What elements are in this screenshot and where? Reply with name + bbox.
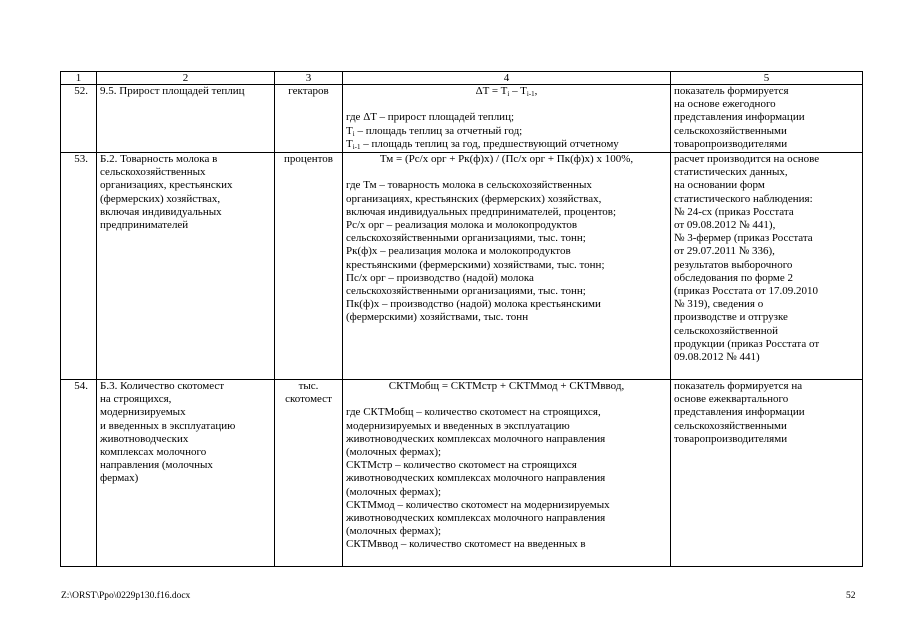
- text-line: основе ежеквартального: [674, 393, 789, 406]
- text-line: где ΔT – прирост площадей теплиц;: [346, 111, 515, 124]
- text-line: Рс/х орг – реализация молока и молокопродуктов: [346, 219, 578, 231]
- table-row: [61, 380, 863, 567]
- text-line: расчет производится на основе: [674, 153, 820, 165]
- text-line: сельскохозяйственными: [674, 419, 787, 432]
- text-line: крестьянскими (фермерскими) хозяйствами, тыс. тонн;: [346, 258, 605, 271]
- text-line: и введенных в эксплуатацию: [100, 419, 236, 432]
- text-line: обследования по форме 2: [674, 271, 794, 284]
- text-line: (молочных фермах);: [346, 485, 442, 498]
- formula-cell: [343, 153, 671, 380]
- text-line: сельскохозяйственной: [674, 324, 779, 337]
- text-line: комплексах молочного: [100, 446, 207, 459]
- unit-cell: [275, 153, 343, 380]
- text-line: № 3-фермер (приказ Росстата: [674, 232, 813, 245]
- formula-cell: [343, 380, 671, 567]
- unit: процентов: [284, 153, 333, 165]
- text-line: сельскохозяйственными: [674, 124, 787, 137]
- text-line: фермах): [100, 472, 139, 485]
- text-line: организациях, крестьянских (фермерских) хозяйствах,: [346, 192, 602, 205]
- text-line: показатель формируется на: [674, 380, 803, 392]
- text-line: сельскохозяйственных: [100, 166, 206, 179]
- text-line: (фермерских) хозяйствах,: [100, 192, 221, 205]
- text-line: (приказ Росстата от 17.09.2010: [674, 285, 818, 298]
- formula: СКТМобщ = СКТМстр + СКТМмод + СКТМввод,: [388, 380, 625, 392]
- text-line: $T_{i-1}$ – площадь теплиц за год, предшествующий отчетному: [346, 137, 619, 151]
- text-line: (фермерскими) хозяйствами, тыс. тонн: [346, 311, 529, 324]
- footer-file-path: Z:\ORST\Ppo\0229p130.f16.docx: [61, 591, 191, 601]
- text-line: животноводческих: [100, 432, 189, 445]
- text-line: 9.5. Прирост площадей теплиц: [100, 85, 245, 97]
- source-cell: [671, 380, 863, 567]
- text-line: 09.08.2012 № 441): [674, 351, 760, 364]
- text-line: Пс/х орг – производство (надой) молока: [346, 271, 534, 284]
- text-line: на основании форм: [674, 179, 765, 192]
- formula: Тм = (Рс/х орг + Рк(ф)х) / (Пс/х орг + Пк(ф)х) х 100%,: [379, 153, 634, 165]
- text-line: предпринимателей: [100, 219, 189, 232]
- text-line: статистического наблюдения:: [674, 192, 813, 205]
- text-line: от 29.07.2011 № 336),: [674, 245, 775, 258]
- text-line: СКТМмод – количество скотомест на модернизируемых: [346, 498, 610, 511]
- text-line: Пк(ф)х – производство (надой) молока крестьянскими: [346, 298, 601, 311]
- unit: тыс.: [298, 380, 319, 392]
- column-number: 5: [671, 72, 863, 85]
- indicator-name: [97, 85, 275, 153]
- text-line: производстве и отгрузке: [674, 311, 788, 324]
- text-line: № 24-сх (приказ Росстата: [674, 205, 794, 218]
- text-line: животноводческих комплексах молочного направления: [346, 432, 606, 445]
- text-line: продукции (приказ Росстата от: [674, 337, 820, 350]
- table-row: [61, 85, 863, 153]
- unit: гектаров: [288, 85, 329, 97]
- row-number: 52.: [61, 85, 97, 153]
- footer-page-number: 52: [846, 591, 856, 601]
- unit-cell: [275, 85, 343, 153]
- source-cell: [671, 85, 863, 153]
- table-row: [61, 153, 863, 380]
- text-line: Б.2. Товарность молока в: [100, 153, 218, 165]
- text-line: № 319), сведения о: [674, 298, 764, 311]
- source-cell: [671, 153, 863, 380]
- text-line: Б.3. Количество скотомест: [100, 380, 225, 392]
- column-number: 4: [343, 72, 671, 85]
- formula-cell: [343, 85, 671, 153]
- text-line: представления информации: [674, 111, 805, 124]
- text-line: (молочных фермах);: [346, 446, 442, 458]
- row-number: 54.: [61, 380, 97, 567]
- text-line: модернизируемых и введенных в эксплуатацию: [346, 419, 570, 432]
- column-number-row: [61, 72, 863, 85]
- indicator-name: [97, 380, 275, 567]
- text-line: СКТМстр – количество скотомест на строящихся: [346, 459, 577, 472]
- formula: $\Delta T = T_i - T_{i-1}$,: [475, 85, 538, 98]
- column-number: 2: [97, 72, 275, 85]
- text-line: животноводческих комплексах молочного направления: [346, 512, 606, 525]
- text-line: модернизируемых: [100, 406, 186, 419]
- unit: скотомест: [285, 393, 332, 406]
- row-number: 53.: [61, 153, 97, 380]
- text-line: представления информации: [674, 406, 805, 419]
- text-line: организациях, крестьянских: [100, 179, 233, 192]
- text-line: товаропроизводителями: [674, 137, 788, 150]
- text-line: показатель формируется: [674, 85, 789, 97]
- text-line: статистических данных,: [674, 166, 788, 179]
- indicator-name: [97, 153, 275, 380]
- text-line: товаропроизводителями: [674, 432, 788, 445]
- text-line: СКТМввод – количество скотомест на введенных в: [346, 538, 586, 551]
- text-line: результатов выборочного: [674, 258, 793, 271]
- text-line: сельскохозяйственными организациями, тыс. тонн;: [346, 232, 586, 245]
- text-line: на основе ежегодного: [674, 98, 776, 111]
- text-line: включая индивидуальных: [100, 205, 222, 218]
- column-number: 3: [275, 72, 343, 85]
- text-line: где Тм – товарность молока в сельскохозяйственных: [346, 179, 592, 192]
- text-line: (молочных фермах);: [346, 525, 442, 538]
- text-line: сельскохозяйственными организациями, тыс. тонн;: [346, 285, 586, 298]
- text-line: $T_i$ – площадь теплиц за отчетный год;: [346, 124, 523, 138]
- text-line: направления (молочных: [100, 459, 213, 472]
- text-line: от 09.08.2012 № 441),: [674, 219, 776, 232]
- text-line: где СКТМобщ – количество скотомест на строящихся,: [346, 406, 601, 419]
- text-line: животноводческих комплексах молочного направления: [346, 472, 606, 485]
- column-number: 1: [61, 72, 97, 85]
- text-line: Рк(ф)х – реализация молока и молокопродуктов: [346, 245, 571, 258]
- text-line: включая индивидуальных предпринимателей, процентов;: [346, 205, 617, 218]
- document-table: [60, 71, 863, 567]
- text-line: на строящихся,: [100, 393, 172, 406]
- unit-cell: [275, 380, 343, 567]
